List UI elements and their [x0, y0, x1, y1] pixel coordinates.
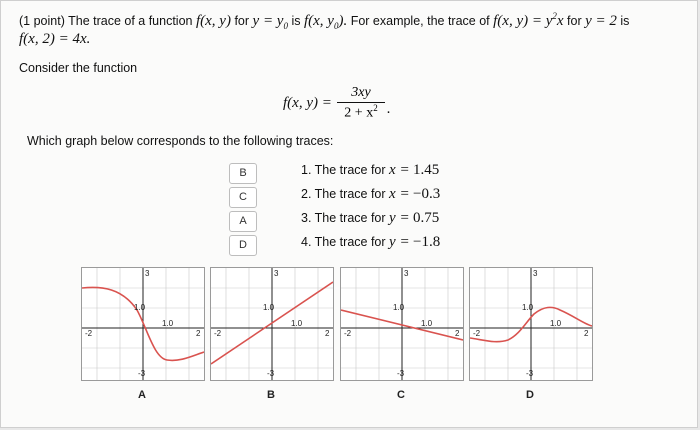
function-lhs: f(x, y) = [283, 95, 332, 111]
graph-d[interactable] [469, 267, 593, 381]
answer-select-2[interactable]: C [229, 187, 257, 208]
graph-c-label: C [397, 389, 405, 401]
graph-c-plot [341, 268, 463, 380]
function-denominator: $2 + x^2$ [344, 103, 378, 121]
question-text: Which graph below corresponds to the following traces: [27, 134, 334, 148]
intro-line-1 [19, 11, 629, 31]
intro-y2: y = 2 [585, 13, 617, 29]
tick-y-1: 1.0 [522, 303, 534, 312]
tick-x-1: 1.0 [291, 319, 303, 328]
tick-x-neg: -2 [344, 329, 352, 338]
function-numerator: 3xy [337, 85, 385, 103]
graph-b-label: B [267, 389, 275, 401]
graph-b[interactable] [210, 267, 334, 381]
tick-x-neg: -2 [473, 329, 481, 338]
tick-x-pos: 2 [455, 329, 460, 338]
graph-a-plot [82, 268, 204, 380]
graph-a[interactable] [81, 267, 205, 381]
intro-text-1: The trace of a function [68, 14, 193, 28]
intro-text-4: For example, the trace of [350, 14, 490, 28]
graph-d-plot [470, 268, 592, 380]
intro-line-2: f(x, 2) = 4x. [19, 31, 91, 47]
function-fraction [337, 85, 385, 122]
tick-y-bot: -3 [397, 369, 405, 378]
trace-4: 4. The trace for y = −1.8 [301, 234, 441, 250]
graph-b-plot [211, 268, 333, 380]
intro-fxy: f(x, y) [195, 13, 231, 29]
tick-y-1: 1.0 [263, 303, 275, 312]
consider-label: Consider the function [19, 61, 138, 75]
answer-select-4[interactable]: D [229, 235, 257, 256]
tick-y-top: 3 [533, 269, 538, 278]
answer-select-1[interactable]: B [229, 163, 257, 184]
tick-x-pos: 2 [325, 329, 330, 338]
intro-fxy0: f(x, $y_0$). [303, 13, 348, 31]
tick-x-1: 1.0 [550, 319, 562, 328]
tick-y-bot: -3 [138, 369, 146, 378]
graph-c[interactable] [340, 267, 464, 381]
tick-y-top: 3 [274, 269, 279, 278]
tick-x-1: 1.0 [421, 319, 433, 328]
tick-y-bot: -3 [267, 369, 275, 378]
tick-y-top: 3 [145, 269, 150, 278]
tick-y-bot: -3 [526, 369, 534, 378]
tick-x-pos: 2 [196, 329, 201, 338]
graph-a-label: A [138, 389, 146, 401]
tick-x-pos: 2 [584, 329, 589, 338]
answer-select-3[interactable]: A [229, 211, 257, 232]
trace-1: 1. The trace for x = 1.45 [301, 162, 440, 178]
tick-x-neg: -2 [214, 329, 222, 338]
tick-y-top: 3 [404, 269, 409, 278]
tick-x-neg: -2 [85, 329, 93, 338]
tick-y-1: 1.0 [393, 303, 405, 312]
intro-fxy-b: f(x, $y) = y^2x$ [493, 11, 564, 29]
intro-yeq: $y = y_0$ [252, 13, 288, 31]
function-period: . [387, 101, 391, 117]
intro-text-3: is [291, 14, 301, 28]
points-label: (1 point) [19, 14, 65, 28]
intro-text-2: for [234, 14, 250, 28]
trace-3: 3. The trace for y = 0.75 [301, 210, 440, 226]
intro-text-5: for [567, 14, 582, 28]
tick-x-1: 1.0 [162, 319, 174, 328]
trace-2: 2. The trace for x = −0.3 [301, 186, 441, 202]
tick-y-1: 1.0 [134, 303, 146, 312]
intro-text-6: is [620, 14, 630, 28]
graph-d-label: D [526, 389, 534, 401]
